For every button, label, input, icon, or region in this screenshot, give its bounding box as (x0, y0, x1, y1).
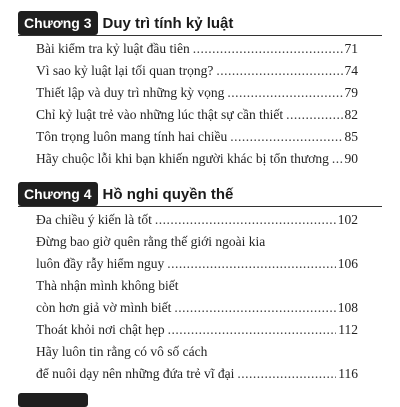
toc-entry-title: còn hơn giả vờ mình biết (36, 300, 172, 315)
chapter-4-divider (18, 206, 382, 207)
toc-entry-title: luôn đầy rẫy hiểm nguy (36, 256, 165, 271)
toc-page-number: 74 (344, 63, 358, 78)
toc-page-number: 116 (338, 366, 358, 381)
dot-leader (237, 363, 336, 385)
toc-entry[interactable] (36, 38, 358, 60)
toc-entry[interactable] (36, 253, 358, 275)
toc-page-number: 106 (337, 256, 358, 271)
toc-entry-title: Bài kiểm tra kỷ luật đầu tiên (36, 41, 190, 56)
dot-leader (174, 297, 335, 319)
toc-entry[interactable] (36, 126, 358, 148)
toc-page-number: 102 (337, 212, 358, 227)
next-chapter-badge-partial (18, 393, 88, 407)
toc-page-number: 90 (344, 151, 358, 166)
toc-entry-title-line1[interactable]: Thà nhận mình không biết (36, 278, 179, 293)
dot-leader (216, 60, 342, 82)
toc-entry[interactable] (36, 209, 358, 231)
toc-entry-title: Tôn trọng luôn mang tính hai chiều (36, 129, 228, 144)
chapter-3-toc (36, 38, 358, 170)
toc-page-number: 82 (344, 107, 358, 122)
toc-entry-title: Đa chiều ý kiến là tốt (36, 212, 152, 227)
toc-entry[interactable] (36, 297, 358, 319)
chapter-3-badge: Chương 3 (18, 11, 98, 35)
toc-page-number: 71 (344, 41, 358, 56)
chapter-4-toc (36, 209, 358, 385)
toc-entry[interactable] (36, 363, 358, 385)
dot-leader (230, 126, 342, 148)
toc-entry[interactable] (36, 60, 358, 82)
toc-entry-title: Thiết lập và duy trì những kỳ vọng (36, 85, 225, 100)
toc-page-number: 79 (344, 85, 358, 100)
dot-leader (332, 148, 343, 170)
toc-entry-title: Thoát khỏi nơi chật hẹp (36, 322, 165, 337)
toc-page-number: 108 (337, 300, 358, 315)
dot-leader (155, 209, 336, 231)
toc-page-number: 85 (344, 129, 358, 144)
toc-entry[interactable] (36, 104, 358, 126)
chapter-4-title: Hồ nghi quyền thế (102, 185, 234, 203)
dot-leader (227, 82, 342, 104)
chapter-3-title: Duy trì tính kỷ luật (102, 14, 234, 32)
toc-entry[interactable] (36, 319, 358, 341)
dot-leader (167, 253, 336, 275)
toc-entry-title: để nuôi dạy nên những đứa trẻ vĩ đại (36, 366, 235, 381)
toc-entry[interactable] (36, 148, 358, 170)
toc-entry-title: Vì sao kỷ luật lại tối quan trọng? (36, 63, 214, 78)
dot-leader (193, 38, 343, 60)
chapter-3-divider (18, 35, 382, 36)
toc-entry-title: Hãy chuộc lỗi khi bạn khiến người khác bị tổn thương (36, 151, 329, 166)
toc-page-number: 112 (338, 322, 358, 337)
toc-entry-title-line1[interactable]: Đừng bao giờ quên rằng thế giới ngoài kia (36, 234, 266, 249)
toc-entry-title: Chỉ kỷ luật trẻ vào những lúc thật sự cần thiết (36, 107, 284, 122)
dot-leader (286, 104, 342, 126)
dot-leader (168, 319, 337, 341)
chapter-4-heading (18, 182, 233, 206)
chapter-3-heading (18, 11, 233, 35)
chapter-4-badge: Chương 4 (18, 182, 98, 206)
toc-entry[interactable] (36, 82, 358, 104)
toc-entry-title-line1[interactable]: Hãy luôn tin rằng có vô số cách (36, 344, 208, 359)
